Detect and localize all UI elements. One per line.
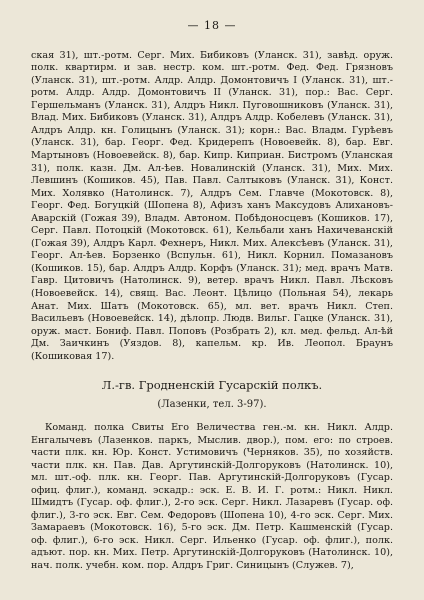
page-number: — 18 — [187, 19, 237, 32]
paragraph-text: Команд. полка Свиты Его Величества ген.-м. кн. Никл. Алдр. Енгалычевъ (Лазенков. паркъ, Мыслив. двор.), пом. его: по строев. части плк. кн. Юр. Конст. Устимовичъ (Черняков. 35), по хозяйств. части плк. кн. Пав. Дав. Аргутинскій-Долгоруковъ (Натолинск. 10), мл. шт.-оф. плк. кн. Георг. Пав. Аргутинскій-Долгоруковъ (Гусар. офиц. флиг.), команд. эскадр.: эск. Е. В. И. Г. ротм.: Никл. Никл. Шмидтъ (Гусар. оф. флиг.), 2-го эск. Серг. Никл. Лазаревъ (Гусар. оф. флиг.), 3-го эск. Евг. Сем. Федоровъ (Шопена 10), 4-го эск. Серг. Мих. Замараевъ (Мокотовск. 16), 5-го эск. Дм. Петр. Кашменскій (Гусар. оф. флиг.), 6-го эск. Никл. Серг. Ильенко (Гусар. оф. флиг.), полк. адъют. пор. кн. Мих. Петр. Аргутинскій-Долгоруковъ (Натолинск. 10), нач. полк. учебн. ком. пор. Алдръ Григ. Синицынъ (Служев. 7), [31, 422, 393, 572]
roster-paragraph-1 [31, 40, 393, 373]
paragraph-text: ская 31), шт.-ротм. Серг. Мих. Бибиковъ (Уланск. 31), завѣд. оруж. полк. квартирм. и зав. нестр. ком. шт.-ротм. Фед. Фед. Грязновъ (Уланск. 31), шт.-ротм. Алдр. Алдр. Домонтовичъ I (Уланск. 31), шт.-ротм. Алдр. Алдр. Домонтовичъ II (Уланск. 31), пор.: Вас. Серг. Гершельманъ (Уланск. 31), Алдръ Никл. Пуговошниковъ (Уланск. 31), Влад. Мих. Бибиковъ (Уланск. 31), Алдръ Алдр. Кобелевъ (Уланск. 31), Алдръ Алдр. кн. Голицынъ (Уланск. 31); корн.: Вас. Владм. Гурѣевъ (Уланск. 31), бар. Георг. Фед. Кридерепъ (Новоевейк. 8), бар. Евг. Мартыновъ (Новоевейск. 8), бар. Кипр. Киприан. Бистромъ (Уланская 31), полк. казн. Дм. Ал-ѣев. Новалинскій (Уланск. 31), Мих. Мих. Левшинъ (Кошиков. 45), Пав. Павл. Салтыковъ (Уланск. 31), Конст. Мих. Холявко (Натолинск. 7), Алдръ Сем. Главче (Мокотовск. 8), Георг. Фед. Богуцкій (Шопена 8), Афизъ ханъ Максудовъ Алихановъ-Аварскій (Гожая 39), Владм. Автоном. Побѣдоносцевъ (Кошиков. 17), Серг. Павл. Потоцкій (Мокотовск. 61), Кельбали ханъ Нахичеванскій (Гожая 39), Алдръ Карл. Фехнеръ, Никл. Мих. Алексѣевъ (Уланск. 31), Георг. Ал-ѣев. Борзенко (Вспульн. 61), Никл. Корнил. Помазановъ (Кошиков. 15), бар. Алдръ Алдр. Корфъ (Уланск. 31); мед. врачъ Матв. Гавр. Цитовичъ (Натолинск. 9), ветер. врачъ Никл. Павл. Лѣсковъ (Новоевейск. 14), свящ. Вас. Леонт. Цѣлицо (Польная 54), лекарь Анат. Мих. Шатъ (Мокотовск. 65), мл. вет. врачъ Никл. Степ. Васильевъ (Новоевейск. 14), дѣлопр. Людв. Вильг. Гацке (Уланск. 31), оруж. маст. Бониф. Павл. Поповъ (Розбрать 2), кл. мед. фельд. Ал-ѣй Дм. Заичкинъ (Уяздов. 8), капельм. кр. Ив. Леопол. Браунъ (Кошиковая 17). [31, 49, 393, 362]
roster-paragraph-2 [31, 422, 393, 573]
section-subheading: (Лазенки, тел. 3-97). [157, 399, 267, 410]
section-heading: Л.-гв. Гродненскій Гусарскій полкъ. [101, 378, 323, 392]
